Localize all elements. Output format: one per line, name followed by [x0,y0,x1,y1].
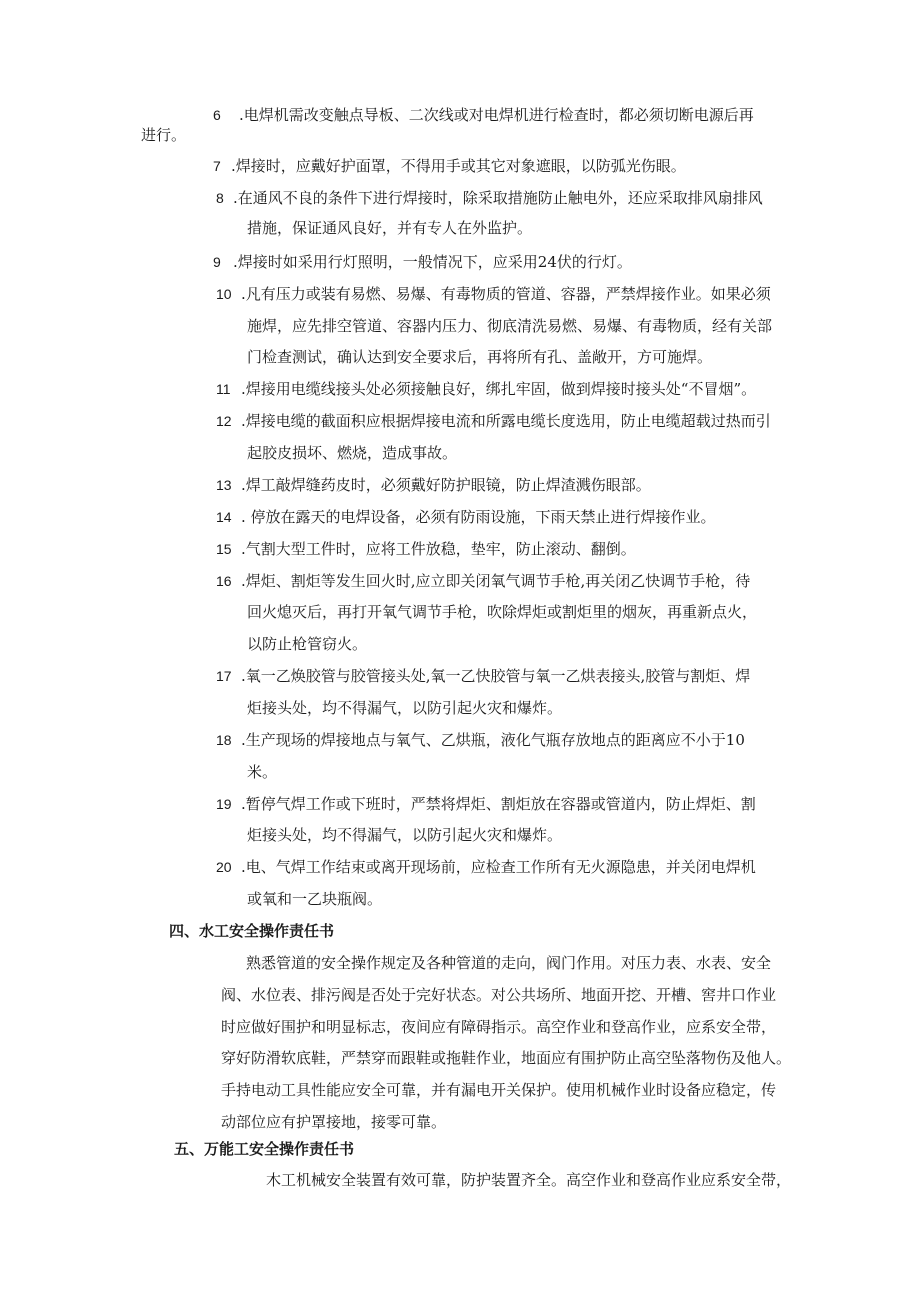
item-text: . 停放在露天的电焊设备，必须有防雨设施，下雨天禁止进行焊接作业。 [241,508,716,526]
paragraph-line: 木工机械安全装置有效可靠，防护装置齐全。高空作业和登高作业应系安全带， [266,1171,792,1189]
item-text: .凡有压力或装有易燃、易爆、有毒物质的管道、容器，严禁焊接作业。如果必须 [241,285,771,303]
paragraph-line: 穿好防滑软底鞋，严禁穿而跟鞋或拖鞋作业，地面应有围护防止高空坠落物伤及他人。 [221,1049,792,1067]
item-number: 17 [216,668,232,684]
item-number: 20 [216,859,232,875]
item-text: .暂停气焊工作或下班时，严禁将焊炬、割炬放在容器或管道内，防止焊炬、割 [241,795,756,813]
item-text: .焊炬、割炬等发生回火时,应立即关闭氧气调节手枪,再关闭乙快调节手枪，待 [241,572,751,590]
item-text: 施焊，应先排空管道、容器内压力、彻底清洗易燃、易爆、有毒物质，经有关部 [247,317,773,335]
paragraph-line: 手持电动工具性能应安全可靠，并有漏电开关保护。使用机械作业时设备应稳定，传 [221,1081,777,1099]
item-text: 措施，保证通风良好，并有专人在外监护。 [247,219,533,237]
item-text: .焊接用电缆线接头处必须接触良好，绑扎牢固，做到焊接时接头处“不冒烟”。 [241,380,757,398]
item-number: 14 [216,509,232,525]
item-number: 7 [213,158,221,174]
paragraph-line: 阀、水位表、排污阀是否处于完好状态。对公共场所、地面开挖、开槽、窖井口作业 [221,986,777,1004]
item-number: 9 [213,254,221,270]
item-text: .氧一乙焕胶管与胶管接头处,氧一乙快胶管与氧一乙烘表接头,胶管与割炬、焊 [241,667,751,685]
item-text: 米。 [247,763,278,781]
item-text: .电、气焊工作结束或离开现场前，应检查工作所有无火源隐患，并关闭电焊机 [241,858,756,876]
item-text: .生产现场的焊接地点与氧气、乙烘瓶，液化气瓶存放地点的距离应不小于10 [241,731,745,749]
item-number: 10 [216,286,232,302]
item-number: 6 [213,107,221,123]
item-text: .气割大型工件时，应将工件放稳，垫牢，防止滚动、翻倒。 [241,540,636,558]
item-text: 回火熄灭后，再打开氧气调节手枪，吹除焊炬或割炬里的烟灰，再重新点火， [247,603,758,621]
item-text: 或氧和一乙块瓶阀。 [247,890,383,908]
item-text: 以防止枪管窃火。 [247,635,368,653]
item-number: 19 [216,796,232,812]
item-text: .焊接时如采用行灯照明，一般情况下，应采用24伏的行灯。 [233,253,632,271]
item-number: 15 [216,541,232,557]
paragraph-line: 时应做好围护和明显标志，夜间应有障碍指示。高空作业和登高作业，应系安全带， [221,1018,777,1036]
item-text: 进行。 [141,126,187,144]
item-text: .电焊机需改变触点导板、二次线或对电焊机进行检查时，都必须切断电源后再 [239,106,754,124]
paragraph-line: 熟悉管道的安全操作规定及各种管道的走向，阀门作用。对压力表、水表、安全 [246,954,772,972]
item-text: 门检查测试，确认达到安全要求后，再将所有孔、盖敞开，方可施焊。 [247,348,713,366]
item-text: .焊接时，应戴好护面罩，不得用手或其它对象遮眼，以防弧光伤眼。 [231,157,686,175]
item-number: 16 [216,573,232,589]
item-text: 炬接头处，均不得漏气，以防引起火灾和爆炸。 [247,699,563,717]
item-text: .焊工敲焊缝药皮时，必须戴好防护眼镜，防止焊渣溅伤眼部。 [241,476,651,494]
item-number: 11 [216,381,231,397]
section-heading-water-work: 四、水工安全操作责任书 [169,922,335,940]
item-number: 8 [216,190,224,206]
item-text: 起胶皮损坏、燃烧，造成事故。 [247,444,458,462]
item-text: 炬接头处，均不得漏气，以防引起火灾和爆炸。 [247,826,563,844]
item-text: .在通风不良的条件下进行焊接时，除采取措施防止触电外，还应采取排风扇排风 [233,189,763,207]
item-number: 18 [216,732,232,748]
item-number: 12 [216,413,232,429]
section-heading-general-work: 五、万能工安全操作责任书 [174,1140,355,1158]
paragraph-line: 动部位应有护罩接地，接零可靠。 [221,1113,447,1131]
item-number: 13 [216,477,232,493]
item-text: .焊接电缆的截面积应根据焊接电流和所露电缆长度选用，防止电缆超载过热而引 [241,412,771,430]
